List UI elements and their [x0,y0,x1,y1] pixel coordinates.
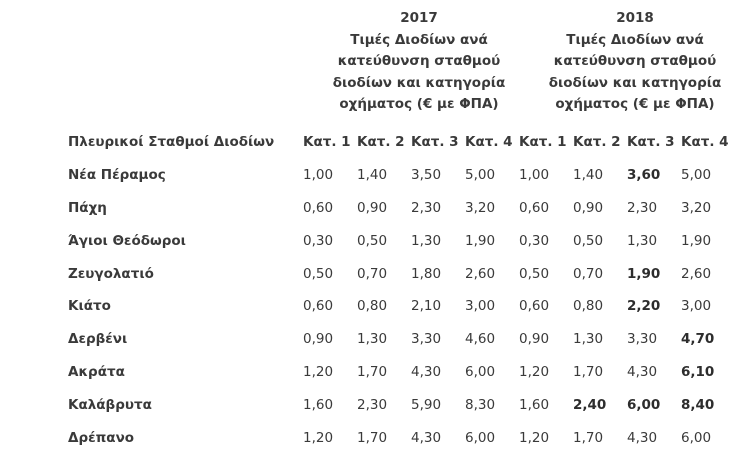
column-header-station: Πλευρικοί Σταθμοί Διοδίων [68,134,275,151]
column-header-category: Κατ. 2 [357,134,405,151]
price-cell: 1,60 [519,396,550,413]
price-cell: 3,50 [411,167,442,184]
price-description-2018: Τιμές Διοδίων ανά κατεύθυνση σταθμού διοδίων και κατηγορία οχήματος (€ με ΦΠΑ) [548,31,722,112]
price-cell: 2,60 [681,265,712,282]
price-cell: 1,70 [357,429,388,446]
price-cell: 3,20 [465,199,496,216]
station-name: Νέα Πέραμος [68,167,166,184]
price-cell: 6,00 [627,396,661,413]
table-row [68,192,735,225]
column-header-category: Κατ. 3 [627,134,675,151]
price-cell: 3,30 [627,331,658,348]
table-row [68,356,735,389]
price-cell: 0,60 [519,199,550,216]
year-2017-label: 2017 [400,10,438,26]
price-cell: 1,30 [573,331,604,348]
price-cell: 4,30 [627,429,658,446]
price-cell: 1,30 [411,232,442,249]
price-cell: 6,00 [465,429,496,446]
price-cell: 0,70 [357,265,388,282]
price-description-2017: Τιμές Διοδίων ανά κατεύθυνση σταθμού διοδίων και κατηγορία οχήματος (€ με ΦΠΑ) [332,31,506,112]
station-name: Ζευγολατιό [68,265,154,282]
price-cell: 3,00 [465,298,496,315]
column-header-category: Κατ. 3 [411,134,459,151]
price-cell: 2,20 [627,298,661,315]
table-row [68,159,735,192]
price-cell: 4,70 [681,331,715,348]
price-cell: 0,50 [303,265,334,282]
price-cell: 6,10 [681,363,715,380]
price-cell: 3,30 [411,331,442,348]
price-cell: 0,90 [357,199,388,216]
price-cell: 1,30 [357,331,388,348]
price-cell: 1,00 [519,167,550,184]
header-2017 [300,8,538,116]
price-cell: 1,90 [681,232,712,249]
column-header-category: Κατ. 4 [681,134,729,151]
price-cell: 2,30 [411,199,442,216]
table-row [68,257,735,290]
table-body [68,159,735,454]
price-cell: 0,80 [357,298,388,315]
price-cell: 1,70 [357,363,388,380]
station-name: Δερβένι [68,331,128,348]
price-cell: 1,90 [465,232,496,249]
station-name: Δρέπανο [68,429,135,446]
price-cell: 5,90 [411,396,442,413]
station-name: Κιάτο [68,298,111,315]
price-cell: 0,60 [519,298,550,315]
price-cell: 1,80 [411,265,442,282]
price-cell: 1,90 [627,265,661,282]
price-cell: 0,90 [519,331,550,348]
price-cell: 2,60 [465,265,496,282]
price-cell: 2,30 [627,199,658,216]
price-cell: 1,30 [627,232,658,249]
price-cell: 2,40 [573,396,607,413]
price-cell: 0,90 [573,199,604,216]
price-cell: 0,30 [519,232,550,249]
price-cell: 1,70 [573,363,604,380]
price-cell: 0,50 [357,232,388,249]
price-cell: 1,40 [357,167,388,184]
price-cell: 4,30 [411,429,442,446]
price-cell: 3,60 [627,167,661,184]
column-header-category: Κατ. 2 [573,134,621,151]
column-header-category: Κατ. 1 [303,134,351,151]
price-cell: 5,00 [681,167,712,184]
price-cell: 0,70 [573,265,604,282]
price-cell: 1,20 [519,363,550,380]
price-cell: 3,20 [681,199,712,216]
table-header-row [68,126,735,159]
price-cell: 6,00 [465,363,496,380]
price-cell: 1,20 [519,429,550,446]
station-name: Ακράτα [68,363,125,380]
table-row [68,388,735,421]
price-cell: 0,30 [303,232,334,249]
price-cell: 1,20 [303,363,334,380]
price-cell: 6,00 [681,429,712,446]
table-row [68,224,735,257]
price-cell: 1,20 [303,429,334,446]
price-cell: 2,30 [357,396,388,413]
price-cell: 3,00 [681,298,712,315]
price-cell: 0,50 [519,265,550,282]
price-cell: 4,60 [465,331,496,348]
table-row [68,323,735,356]
toll-price-table [68,126,735,454]
table-row [68,421,735,454]
station-name: Άγιοι Θεόδωροι [68,232,186,249]
price-cell: 5,00 [465,167,496,184]
table-row [68,290,735,323]
price-cell: 8,30 [465,396,496,413]
price-cell: 1,00 [303,167,334,184]
price-cell: 1,70 [573,429,604,446]
station-name: Πάχη [68,199,107,216]
station-name: Καλάβρυτα [68,396,152,413]
price-cell: 0,60 [303,199,334,216]
year-2018-label: 2018 [616,10,654,26]
price-cell: 0,60 [303,298,334,315]
column-header-category: Κατ. 4 [465,134,513,151]
price-cell: 4,30 [627,363,658,380]
column-header-category: Κατ. 1 [519,134,567,151]
price-cell: 4,30 [411,363,442,380]
price-cell: 1,60 [303,396,334,413]
price-cell: 8,40 [681,396,715,413]
price-cell: 0,50 [573,232,604,249]
price-cell: 0,80 [573,298,604,315]
header-2018 [518,8,752,116]
price-cell: 2,10 [411,298,442,315]
price-cell: 1,40 [573,167,604,184]
price-cell: 0,90 [303,331,334,348]
